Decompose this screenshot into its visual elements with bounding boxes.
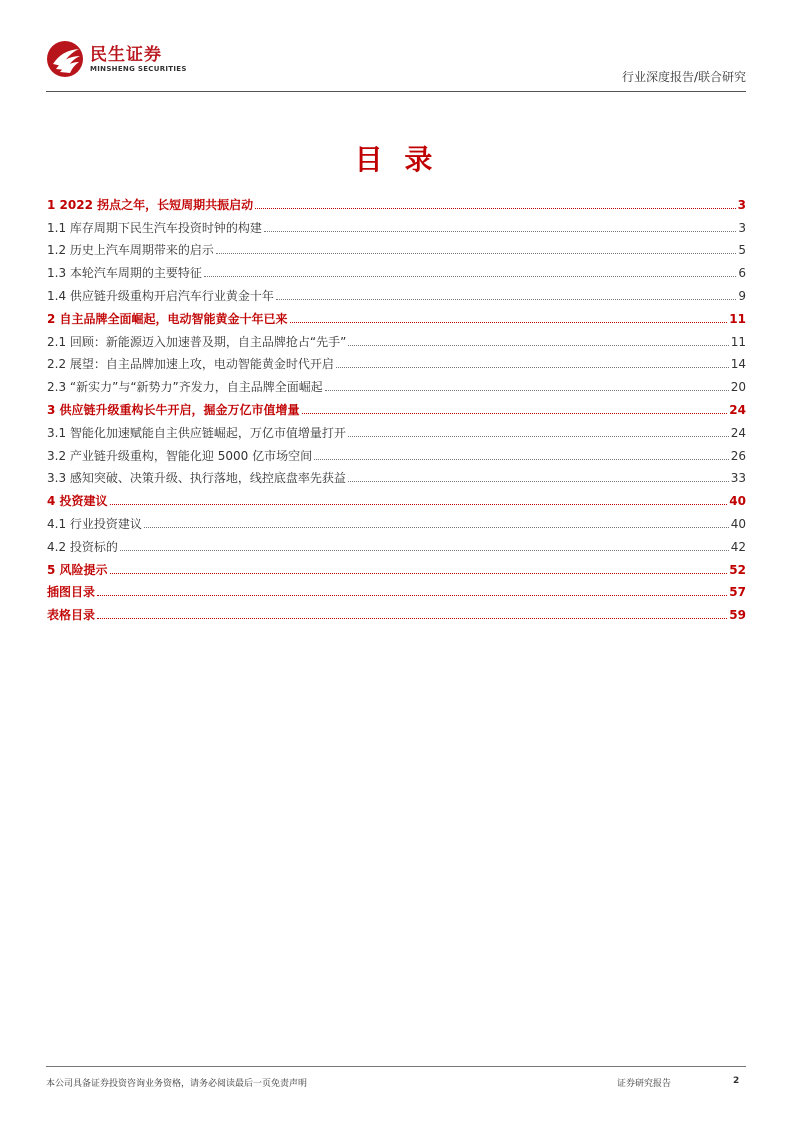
page-header bbox=[46, 40, 746, 92]
toc-entry-label: 3 供应链升级重构长牛开启，掘金万亿市值增量 bbox=[47, 402, 300, 417]
toc-leader-dots bbox=[204, 276, 736, 277]
toc-leader-dots bbox=[348, 436, 729, 437]
toc-entry-label: 1.3 本轮汽车周期的主要特征 bbox=[47, 266, 202, 281]
toc-entry-label: 1.1 库存周期下民生汽车投资时钟的构建 bbox=[47, 220, 262, 235]
toc-entry[interactable] bbox=[47, 304, 746, 327]
toc-entry-page: 24 bbox=[729, 402, 746, 417]
toc-leader-dots bbox=[314, 459, 729, 460]
toc-entry-label: 3.1 智能化加速赋能自主供应链崛起，万亿市值增量打开 bbox=[47, 425, 346, 440]
footer-page-number: 2 bbox=[733, 1076, 740, 1086]
toc-leader-dots bbox=[97, 618, 727, 619]
toc-entry-label: 4.2 投资标的 bbox=[47, 539, 118, 554]
logo-english-name: MINSHENG SECURITIES bbox=[90, 64, 187, 73]
toc-entry[interactable] bbox=[47, 441, 746, 464]
toc-entry-label: 4 投资建议 bbox=[47, 494, 108, 509]
toc-entry-label: 1.2 历史上汽车周期带来的启示 bbox=[47, 243, 214, 258]
toc-entry-page: 11 bbox=[729, 311, 746, 326]
toc-entry-page: 57 bbox=[729, 585, 746, 600]
toc-entry[interactable] bbox=[47, 418, 746, 441]
toc-leader-dots bbox=[302, 413, 728, 414]
toc-leader-dots bbox=[120, 550, 729, 551]
toc-entry[interactable] bbox=[47, 350, 746, 373]
toc-leader-dots bbox=[348, 345, 728, 346]
toc-entry-label: 2 自主品牌全面崛起，电动智能黄金十年已来 bbox=[47, 311, 288, 326]
toc-leader-dots bbox=[144, 527, 729, 528]
toc-leader-dots bbox=[110, 573, 728, 574]
toc-entry-label: 5 风险提示 bbox=[47, 562, 108, 577]
toc-entry-page: 3 bbox=[738, 220, 746, 235]
toc-entry-label: 2.1 回顾：新能源迈入加速普及期，自主品牌抢占“先手” bbox=[47, 334, 347, 349]
toc-entry-page: 33 bbox=[730, 471, 746, 486]
toc-entry-label: 4.1 行业投资建议 bbox=[47, 516, 142, 531]
logo-chinese-name: 民生证券 bbox=[90, 44, 162, 65]
report-type: 行业深度报告/联合研究 bbox=[621, 70, 746, 84]
header-divider bbox=[46, 91, 746, 92]
toc-leader-dots bbox=[264, 231, 736, 232]
toc-title: 目 录 bbox=[354, 143, 439, 176]
toc-leader-dots bbox=[97, 595, 727, 596]
toc-entry[interactable] bbox=[47, 190, 746, 213]
minsheng-logo-icon bbox=[46, 40, 84, 78]
toc-entry-page: 11 bbox=[730, 334, 746, 349]
toc-entry[interactable] bbox=[47, 464, 746, 487]
toc-entry-label: 表格目录 bbox=[47, 608, 96, 623]
toc-entry[interactable] bbox=[47, 509, 746, 532]
toc-leader-dots bbox=[216, 253, 736, 254]
toc-entry-page: 42 bbox=[730, 539, 746, 554]
toc-entry-label: 1.4 供应链升级重构开启汽车行业黄金十年 bbox=[47, 288, 274, 303]
toc-entry[interactable] bbox=[47, 600, 746, 623]
toc-leader-dots bbox=[110, 504, 728, 505]
toc-leader-dots bbox=[290, 322, 728, 323]
toc-entry-page: 14 bbox=[730, 357, 746, 372]
toc-entry[interactable] bbox=[47, 258, 746, 281]
toc-entry-page: 40 bbox=[730, 516, 746, 531]
logo bbox=[46, 40, 187, 78]
toc-entry[interactable] bbox=[47, 555, 746, 578]
toc-entry-page: 24 bbox=[730, 425, 746, 440]
toc-entry[interactable] bbox=[47, 532, 746, 555]
toc-entry-page: 52 bbox=[729, 562, 746, 577]
toc-entry-label: 3.3 感知突破、决策升级、执行落地，线控底盘率先获益 bbox=[47, 471, 346, 486]
toc-entry-label: 1 2022 拐点之年，长短周期共振启动 bbox=[47, 197, 254, 212]
toc-entry-page: 26 bbox=[730, 448, 746, 463]
toc-entry[interactable] bbox=[47, 578, 746, 601]
toc-entry-page: 3 bbox=[737, 197, 746, 212]
toc-entry[interactable] bbox=[47, 327, 746, 350]
toc-entry-page: 5 bbox=[738, 243, 746, 258]
toc-leader-dots bbox=[255, 208, 736, 209]
toc-entry-label: 2.3 “新实力”与“新势力”齐发力，自主品牌全面崛起 bbox=[47, 380, 323, 395]
toc-leader-dots bbox=[348, 481, 729, 482]
toc-entry[interactable] bbox=[47, 395, 746, 418]
toc-entry-label: 插图目录 bbox=[47, 585, 96, 600]
footer-divider bbox=[46, 1066, 746, 1067]
toc-entry-page: 9 bbox=[738, 288, 746, 303]
toc-entry[interactable] bbox=[47, 281, 746, 304]
table-of-contents bbox=[47, 190, 746, 623]
toc-entry[interactable] bbox=[47, 486, 746, 509]
toc-leader-dots bbox=[276, 299, 736, 300]
toc-leader-dots bbox=[336, 367, 729, 368]
toc-leader-dots bbox=[325, 390, 729, 391]
toc-entry-page: 40 bbox=[729, 494, 746, 509]
footer-disclaimer: 本公司具备证券投资咨询业务资格，请务必阅读最后一页免责声明 bbox=[46, 1079, 308, 1089]
toc-entry-page: 59 bbox=[729, 608, 746, 623]
footer-report-label: 证券研究报告 bbox=[617, 1079, 672, 1089]
toc-entry[interactable] bbox=[47, 236, 746, 259]
toc-entry-label: 2.2 展望：自主品牌加速上攻，电动智能黄金时代开启 bbox=[47, 357, 334, 372]
toc-entry[interactable] bbox=[47, 213, 746, 236]
toc-entry[interactable] bbox=[47, 372, 746, 395]
toc-entry-page: 20 bbox=[730, 380, 746, 395]
toc-entry-label: 3.2 产业链升级重构，智能化迎 5000 亿市场空间 bbox=[47, 448, 313, 463]
toc-entry-page: 6 bbox=[738, 266, 746, 281]
